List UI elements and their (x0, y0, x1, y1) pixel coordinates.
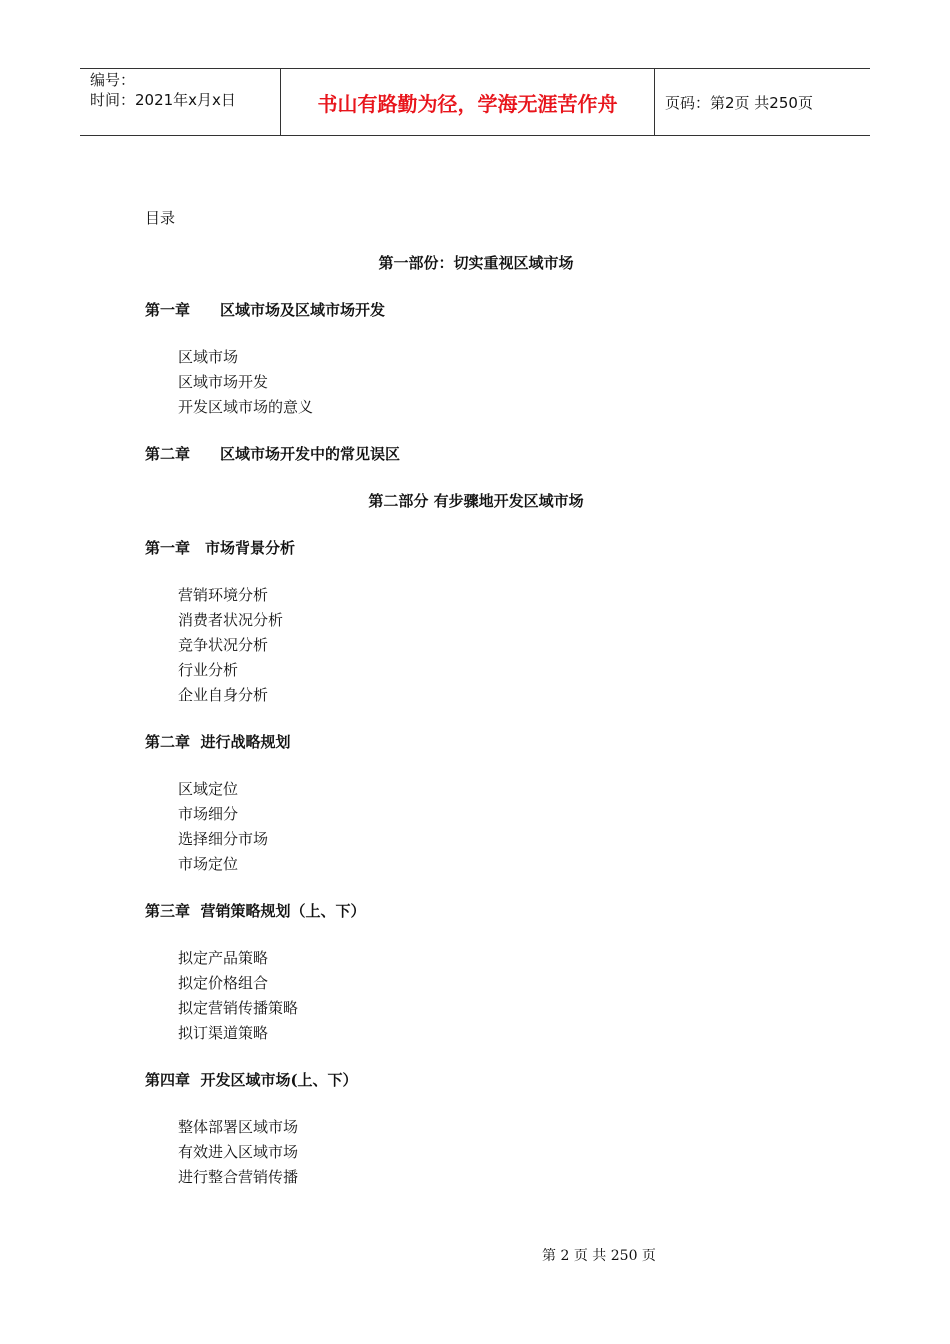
toc-item: 开发区域市场的意义 (178, 398, 314, 416)
chapter-heading: 第二章 进行战略规划 (145, 733, 291, 751)
header-info-cell (80, 69, 281, 135)
header-page-cell (655, 69, 870, 135)
page-footer: 第 2 页 共 250 页 (542, 1248, 656, 1264)
toc-item: 市场细分 (178, 805, 239, 823)
toc-item: 市场定位 (178, 855, 239, 873)
header-page-info: 页码：第2页 共250页 (665, 94, 813, 112)
date-line: 时间：2021年x月x日 (90, 91, 236, 109)
part-heading: 第二部分 有步骤地开发区域市场 (368, 492, 584, 510)
toc-item: 有效进入区域市场 (178, 1143, 299, 1161)
toc-item: 竞争状况分析 (178, 636, 269, 654)
chapter-heading: 第一章 市场背景分析 (145, 539, 296, 557)
toc-item: 拟定产品策略 (178, 949, 269, 967)
toc-item: 消费者状况分析 (178, 611, 284, 629)
chapter-heading: 第三章 营销策略规划（上、下） (145, 902, 366, 920)
toc-item: 拟定价格组合 (178, 974, 269, 992)
chapter-heading: 第四章 开发区域市场(上、下） (145, 1071, 358, 1089)
toc-item: 选择细分市场 (178, 830, 269, 848)
toc-item: 企业自身分析 (178, 686, 269, 704)
toc-item: 拟定营销传播策略 (178, 999, 299, 1017)
toc-item: 行业分析 (178, 661, 239, 679)
toc-item: 区域市场开发 (178, 373, 269, 391)
chapter-heading: 第二章 区域市场开发中的常见误区 (145, 445, 401, 463)
part-heading: 第一部份：切实重视区域市场 (378, 254, 574, 272)
motto: 书山有路勤为径，学海无涯苦作舟 (317, 92, 618, 116)
chapter-heading: 第一章 区域市场及区域市场开发 (145, 301, 386, 319)
toc-item: 整体部署区域市场 (178, 1118, 299, 1136)
toc-item: 营销环境分析 (178, 586, 269, 604)
toc-item: 区域定位 (178, 780, 239, 798)
page-header (80, 68, 870, 136)
toc-item: 进行整合营销传播 (178, 1168, 299, 1186)
toc-item: 拟订渠道策略 (178, 1024, 269, 1042)
toc-item: 区域市场 (178, 348, 239, 366)
header-motto-cell (281, 69, 655, 135)
serial-label: 编号： (90, 71, 136, 89)
toc-title: 目录 (145, 209, 176, 227)
